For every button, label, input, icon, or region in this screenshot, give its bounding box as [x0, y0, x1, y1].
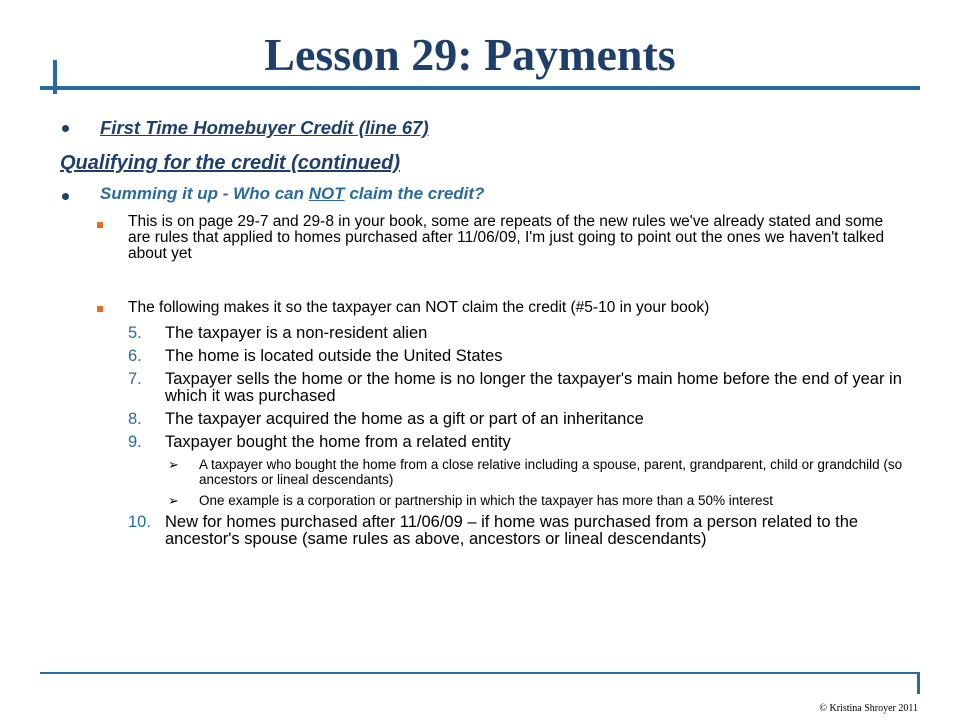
slide-title: Lesson 29: Payments — [264, 29, 676, 80]
section-heading: Qualifying for the credit (continued) — [60, 152, 400, 174]
copyright-footer: © Kristina Shroyer 2011 — [819, 703, 918, 714]
bullet-homebuyer-credit: First Time Homebuyer Credit (line 67) — [100, 117, 429, 138]
list-item: 10. New for homes purchased after 11/06/09 – if home was purchased from a person related to the ancestor's spouse (same rules as above, ancestors or lineal descendants) — [128, 513, 859, 548]
square-bullet-icon — [97, 222, 103, 228]
arrow-bullet-icon: ➢ — [168, 493, 179, 508]
list-item: 6. The home is located outside the United States — [128, 347, 503, 365]
list-item: 7. Taxpayer sells the home or the home is no longer the taxpayer's main home before the end of year in which it was purchased — [128, 370, 902, 405]
bullet-summing-up: Summing it up - Who can NOT claim the credit? — [100, 184, 485, 203]
numbered-rules-list — [128, 325, 908, 554]
related-entity-sublist — [165, 457, 908, 508]
footer-rule — [40, 672, 920, 674]
paragraph-book-reference: This is on page 29-7 and 29-8 in your book, some are repeats of the new rules we've already stated and some are rules that applied to homes purchased after 11/06/09, I'm just going to point out the ones we haven't talked about yet — [128, 213, 885, 262]
title-rule — [40, 86, 920, 90]
paragraph-cannot-claim: The following makes it so the taxpayer can NOT claim the credit (#5-10 in your book) — [128, 299, 710, 316]
round-bullet-icon — [62, 125, 69, 132]
square-bullet-icon — [97, 306, 103, 312]
list-item: 5. The taxpayer is a non-resident alien — [128, 324, 428, 342]
list-item: 9. Taxpayer bought the home from a related entity ➢ A taxpayer who bought the home from a close relative including a spouse, parent, grandparent, child or grandchild (so ancestors or lineal descendants) ➢ One example is a corporation or partnership in which the taxpayer has more than a 50% interest — [128, 434, 908, 508]
list-item: 8. The taxpayer acquired the home as a gift or part of an inheritance — [128, 410, 644, 428]
list-item: ➢ One example is a corporation or partnership in which the taxpayer has more than a 50% interest — [168, 493, 774, 508]
footer-rule-tick — [917, 672, 920, 694]
list-item: ➢ A taxpayer who bought the home from a close relative including a spouse, parent, grandparent, child or grandchild (so ancestors or lineal descendants) — [168, 457, 903, 487]
round-bullet-icon — [62, 193, 69, 200]
arrow-bullet-icon: ➢ — [168, 457, 179, 472]
